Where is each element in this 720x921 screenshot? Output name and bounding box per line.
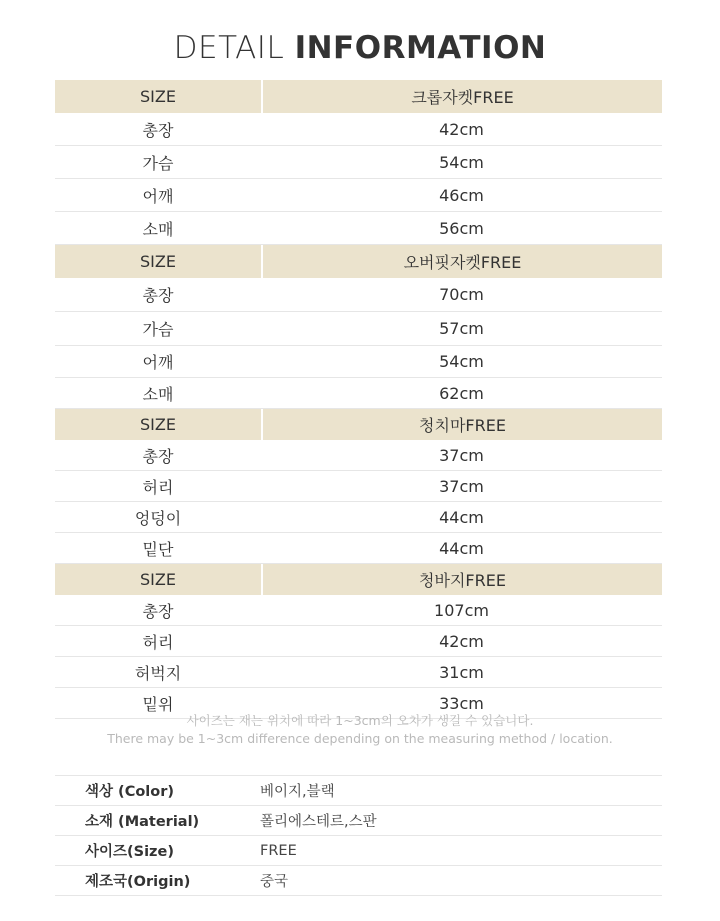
product-name: 오버핏자켓FREE	[403, 253, 522, 272]
measure-label: 소매	[142, 384, 174, 404]
measure-label: 밑위	[142, 694, 174, 714]
info-row-origin	[55, 866, 662, 896]
table-row	[55, 626, 662, 657]
section-header	[55, 564, 662, 595]
measure-label: 가슴	[142, 320, 174, 339]
measure-value: 44cm	[439, 507, 484, 527]
info-value: 중국	[260, 874, 289, 890]
info-key: 색상 (Color)	[85, 784, 175, 800]
info-row-material	[55, 806, 662, 836]
measure-label: 총장	[142, 286, 174, 305]
size-label: SIZE	[55, 564, 263, 595]
measure-value: 62cm	[439, 383, 484, 403]
measure-label: 총장	[142, 601, 174, 621]
page-title	[0, 30, 720, 66]
measure-label: 어깨	[142, 353, 174, 372]
info-key: 사이즈(Size)	[85, 844, 174, 860]
measure-value: 44cm	[439, 538, 484, 558]
measure-label: 가슴	[142, 153, 174, 173]
measure-value: 42cm	[439, 631, 484, 651]
measure-value: 37cm	[439, 445, 484, 465]
size-note-ko: 사이즈는 재는 위치에 따라 1~3cm의 오차가 생길 수 있습니다.	[186, 713, 534, 728]
info-row-size	[55, 836, 662, 866]
table-row	[55, 595, 662, 626]
measure-label: 허리	[142, 632, 174, 652]
measure-label: 총장	[142, 120, 174, 140]
measure-value: 56cm	[439, 218, 484, 238]
table-row	[55, 113, 662, 146]
section-header	[55, 80, 662, 113]
title-light: DETAIL	[173, 30, 285, 66]
measure-label: 밑단	[142, 539, 174, 559]
table-row	[55, 502, 662, 533]
measure-value: 70cm	[439, 285, 484, 304]
table-row	[55, 212, 662, 245]
measure-value: 31cm	[439, 662, 484, 682]
measure-value: 37cm	[439, 476, 484, 496]
measure-value: 57cm	[439, 319, 484, 338]
info-value: 폴리에스테르,스판	[260, 814, 377, 830]
info-key: 소재 (Material)	[85, 814, 200, 830]
table-row	[55, 346, 662, 378]
size-label: SIZE	[55, 409, 263, 440]
measure-value: 46cm	[439, 185, 484, 205]
info-row-color	[55, 776, 662, 806]
measure-value: 42cm	[439, 119, 484, 139]
product-name: 청치마FREE	[419, 416, 506, 435]
measure-label: 총장	[142, 446, 174, 466]
table-row	[55, 312, 662, 346]
info-key: 제조국(Origin)	[85, 874, 191, 890]
table-row	[55, 533, 662, 564]
product-name: 크롭자켓FREE	[411, 88, 514, 107]
measure-label: 소매	[142, 219, 174, 239]
size-label: SIZE	[55, 80, 263, 113]
size-note-en: There may be 1~3cm difference depending on the measuring method / location.	[107, 731, 613, 746]
table-row	[55, 471, 662, 502]
measure-value: 107cm	[434, 600, 489, 620]
table-row	[55, 657, 662, 688]
section-header	[55, 245, 662, 278]
measure-value: 54cm	[439, 352, 484, 371]
measure-label: 어깨	[142, 186, 174, 206]
table-row	[55, 440, 662, 471]
measure-label: 엉덩이	[134, 508, 182, 528]
measure-value: 54cm	[439, 152, 484, 172]
title-bold: INFORMATION	[294, 30, 547, 66]
table-row	[55, 278, 662, 312]
table-row	[55, 179, 662, 212]
info-value: 베이지,블랙	[260, 784, 335, 800]
measure-label: 허리	[142, 477, 174, 497]
product-info-table	[55, 775, 662, 896]
table-row	[55, 146, 662, 179]
size-table	[55, 80, 662, 719]
size-label: SIZE	[55, 245, 263, 278]
measure-value: 33cm	[439, 693, 484, 713]
section-header	[55, 409, 662, 440]
table-row	[55, 378, 662, 409]
product-name: 청바지FREE	[419, 571, 506, 590]
measure-label: 허벅지	[134, 663, 182, 683]
info-value: FREE	[260, 842, 297, 859]
